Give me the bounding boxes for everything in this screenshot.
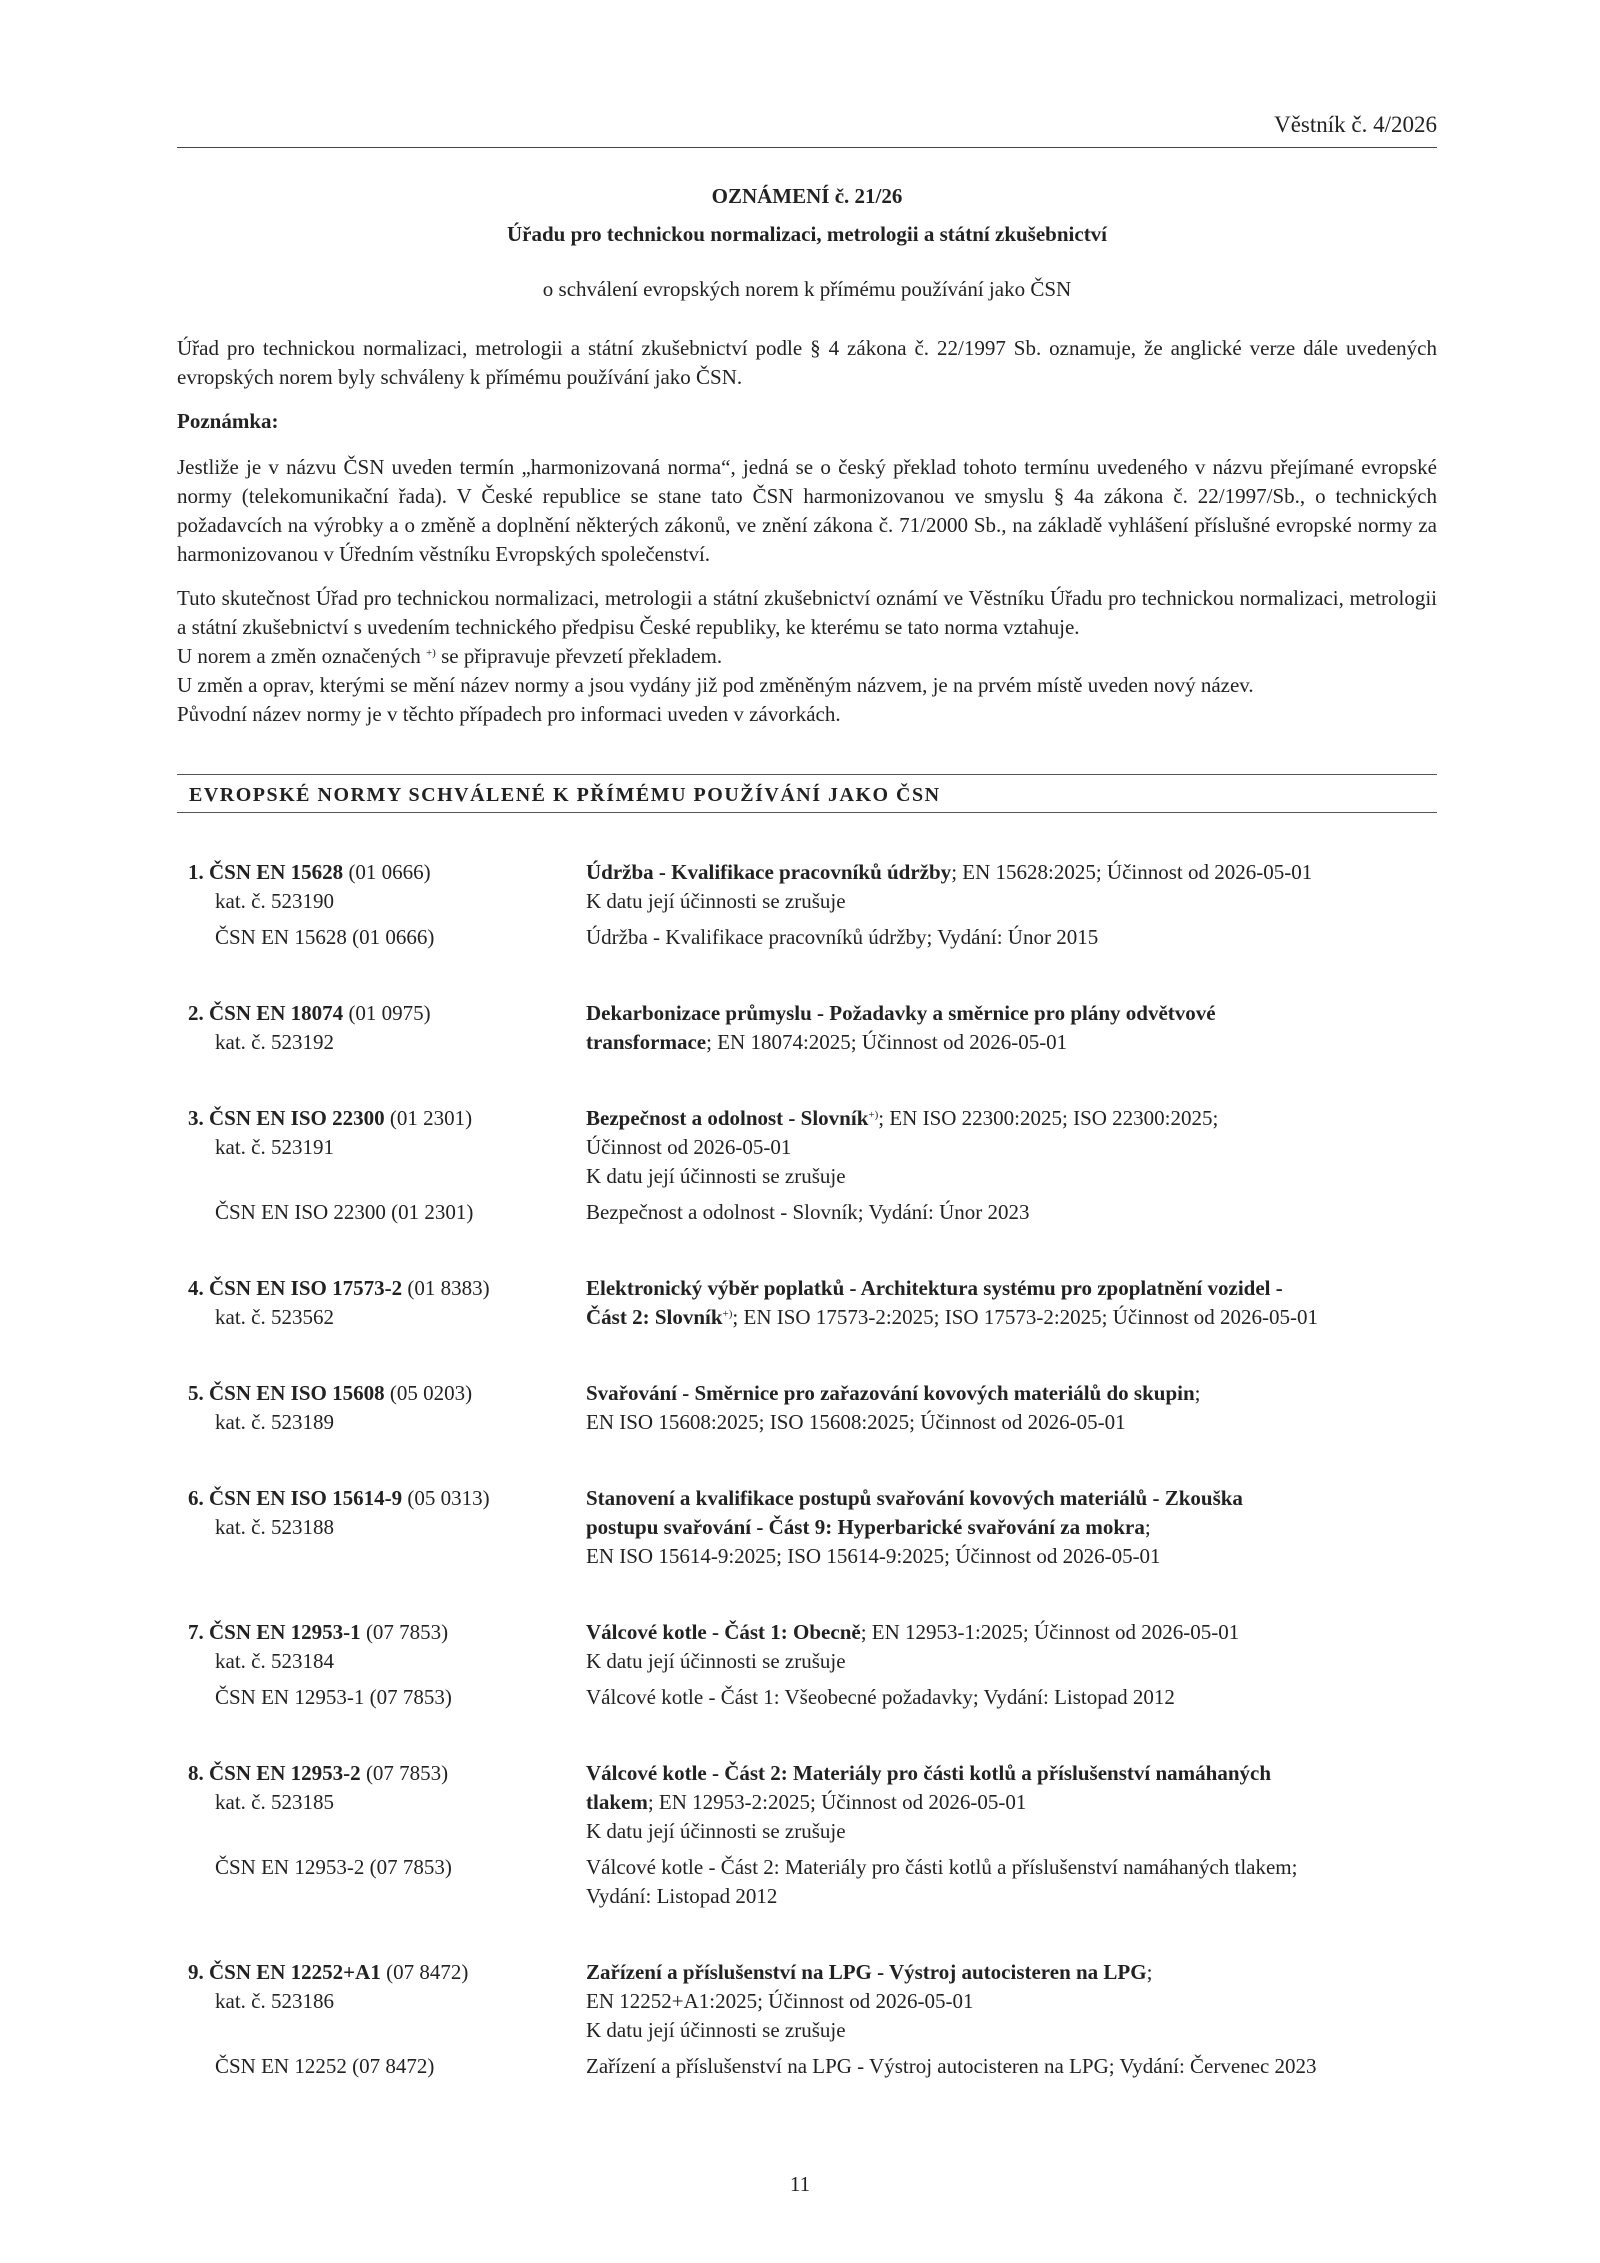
title-text: Údržba - Kvalifikace pracovníků údržby — [586, 860, 952, 884]
withdrawn-standard-code: ČSN EN 12953-2 (07 7853) — [215, 1855, 452, 1879]
withdrawn-standard-description — [586, 923, 1437, 952]
running-header — [177, 110, 1437, 148]
standard-entry — [188, 1759, 1437, 1911]
standard-code: 2. ČSN EN 18074 — [188, 1001, 344, 1025]
standard-row — [188, 999, 1437, 1057]
standard-code: 6. ČSN EN ISO 15614-9 — [188, 1486, 403, 1510]
standard-entry — [188, 1379, 1437, 1437]
standard-row — [188, 858, 1437, 916]
detail-text: ; EN 12953-2:2025; Účinnost od 2026-05-01 — [647, 1790, 1027, 1814]
standard-entry — [188, 999, 1437, 1057]
detail-text: Válcové kotle - Část 2: Materiály pro části kotlů a příslušenství namáhaných tlakem; — [586, 1855, 1298, 1879]
standard-id — [188, 1484, 586, 1571]
detail-text: EN ISO 15614-9:2025; ISO 15614-9:2025; Účinnost od 2026-05-01 — [586, 1544, 1161, 1568]
detail-text: K datu její účinnosti se zrušuje — [586, 1819, 846, 1843]
section-heading: EVROPSKÉ NORMY SCHVÁLENÉ K PŘÍMÉMU POUŽÍVÁNÍ JAKO ČSN — [177, 774, 1437, 813]
detail-text: EN 12252+A1:2025; Účinnost od 2026-05-01 — [586, 1989, 974, 2013]
detail-text: ; EN ISO 17573-2:2025; ISO 17573-2:2025; Účinnost od 2026-05-01 — [732, 1305, 1319, 1329]
text-line — [586, 1817, 1437, 1846]
standard-id — [188, 1759, 586, 1846]
catalog-number: kat. č. 523190 — [215, 889, 334, 913]
text-line — [586, 2016, 1437, 2045]
withdrawn-standard-description — [586, 1683, 1437, 1712]
text-line — [586, 1028, 1437, 1057]
info-text-b-pre: U norem a změn označených — [177, 644, 426, 668]
classification-code: (01 0666) — [343, 860, 431, 884]
standard-row — [188, 1618, 1437, 1676]
standard-code-line — [188, 858, 586, 887]
classification-code: (07 8472) — [380, 1960, 469, 1984]
withdrawn-standard-row — [188, 923, 1437, 952]
standard-description — [586, 999, 1437, 1057]
journal-issue: Věstník č. 4/2026 — [1274, 112, 1437, 137]
standard-code: 8. ČSN EN 12953-2 — [188, 1761, 361, 1785]
detail-text: Válcové kotle - Část 1: Všeobecné požadavky; Vydání: Listopad 2012 — [586, 1685, 1175, 1709]
standard-row — [188, 1104, 1437, 1191]
text-line — [586, 1303, 1437, 1332]
text-line — [586, 887, 1437, 916]
standard-code: 1. ČSN EN 15628 — [188, 860, 344, 884]
classification-code: (07 7853) — [360, 1761, 449, 1785]
withdrawn-standard-row — [188, 2052, 1437, 2081]
withdrawn-standard-row — [188, 1198, 1437, 1227]
catalog-number: kat. č. 523562 — [215, 1305, 334, 1329]
withdrawn-standard-row — [188, 1683, 1437, 1712]
text-line — [586, 1618, 1437, 1647]
classification-code: (07 7853) — [360, 1620, 449, 1644]
standard-row — [188, 1759, 1437, 1846]
standard-code: 9. ČSN EN 12252+A1 — [188, 1960, 381, 1984]
withdrawn-standard-description — [586, 1198, 1437, 1227]
classification-code: (05 0313) — [402, 1486, 490, 1510]
catalog-number: kat. č. 523186 — [215, 1989, 334, 2013]
text-line — [586, 1198, 1437, 1227]
standard-code: 4. ČSN EN ISO 17573-2 — [188, 1276, 403, 1300]
catalog-number: kat. č. 523188 — [215, 1515, 334, 1539]
standard-id — [188, 1274, 586, 1332]
detail-text: ; — [1144, 1515, 1151, 1539]
title-text: tlakem — [586, 1790, 648, 1814]
standard-code-line — [188, 1759, 586, 1788]
classification-code: (01 0975) — [343, 1001, 431, 1025]
info-text-a: Tuto skutečnost Úřad pro technickou normalizaci, metrologii a státní zkušebnictví oznámí ve Věstníku Úřadu pro technickou normalizaci, metrologii a státní zkušebnictví s uvedením technického předpisu České republiky, ke kterému se tato norma vztahuje. — [177, 586, 1437, 639]
catalog-number: kat. č. 523192 — [215, 1030, 334, 1054]
intro-paragraph: Úřad pro technickou normalizaci, metrologii a státní zkušebnictví podle § 4 zákona č. 22/1997 Sb. oznamuje, že anglické verze dále uvedených evropských norem byly schváleny k přímému používání jako ČSN. — [177, 336, 1437, 389]
text-line — [586, 858, 1437, 887]
text-line — [586, 1513, 1437, 1542]
title-text: postupu svařování - Část 9: Hyperbarické svařování za mokra — [586, 1515, 1145, 1539]
catalog-number: kat. č. 523191 — [215, 1135, 334, 1159]
standard-id — [188, 858, 586, 916]
catalog-number: kat. č. 523184 — [215, 1649, 334, 1673]
withdrawn-standard-code: ČSN EN 12252 (07 8472) — [215, 2054, 435, 2078]
standard-code: 7. ČSN EN 12953-1 — [188, 1620, 361, 1644]
standard-description — [586, 858, 1437, 916]
text-line — [586, 923, 1437, 952]
info-paragraph — [177, 584, 1437, 729]
standard-entry — [188, 1104, 1437, 1227]
text-line — [586, 1104, 1437, 1133]
title-text: Zařízení a příslušenství na LPG - Výstroj autocisteren na LPG — [586, 1960, 1147, 1984]
text-line — [586, 1274, 1437, 1303]
info-text-b-post: se připravuje převzetí překladem. — [435, 644, 723, 668]
text-line — [586, 1987, 1437, 2016]
standard-id — [188, 1104, 586, 1191]
detail-text: Účinnost od 2026-05-01 — [586, 1135, 792, 1159]
withdrawn-standard-row — [188, 1853, 1437, 1911]
detail-text: K datu její účinnosti se zrušuje — [586, 889, 846, 913]
text-line — [586, 1788, 1437, 1817]
info-text-c: U změn a oprav, kterými se mění název normy a jsou vydány již pod změněným názvem, je na prvém místě uveden nový název. — [177, 673, 1254, 697]
classification-code: (01 8383) — [402, 1276, 490, 1300]
page-number: 11 — [789, 2172, 811, 2196]
title-text: Část 2: Slovník — [586, 1305, 723, 1329]
standard-row — [188, 1958, 1437, 2045]
text-line — [586, 1882, 1437, 1911]
note-label: Poznámka: — [177, 409, 279, 433]
catalog-number: kat. č. 523189 — [215, 1410, 334, 1434]
announcement-body — [177, 334, 1437, 729]
text-line — [586, 999, 1437, 1028]
translation-mark: +) — [868, 1109, 879, 1121]
translation-mark: +) — [425, 647, 436, 659]
detail-text: K datu její účinnosti se zrušuje — [586, 2018, 846, 2042]
standard-code-line — [188, 1104, 586, 1133]
standard-description — [586, 1379, 1437, 1437]
detail-text: Bezpečnost a odolnost - Slovník; Vydání: Únor 2023 — [586, 1200, 1030, 1224]
detail-text: ; — [1194, 1381, 1201, 1405]
announcement-subject: o schválení evropských norem k přímému používání jako ČSN — [542, 277, 1072, 301]
classification-code: (05 0203) — [384, 1381, 473, 1405]
title-text: Dekarbonizace průmyslu - Požadavky a směrnice pro plány odvětvové — [586, 1001, 1216, 1025]
info-text-d: Původní název normy je v těchto případech pro informaci uveden v závorkách. — [177, 702, 841, 726]
text-line — [586, 1683, 1437, 1712]
standard-code: 3. ČSN EN ISO 22300 — [188, 1106, 385, 1130]
standard-entry — [188, 858, 1437, 952]
standard-id — [188, 1618, 586, 1676]
title-text: Bezpečnost a odolnost - Slovník — [586, 1106, 869, 1130]
standards-list — [188, 858, 1437, 2128]
standard-code-line — [188, 1618, 586, 1647]
title-text: Válcové kotle - Část 2: Materiály pro části kotlů a příslušenství namáhaných — [586, 1761, 1272, 1785]
detail-text: K datu její účinnosti se zrušuje — [586, 1649, 846, 1673]
detail-text: Zařízení a příslušenství na LPG - Výstroj autocisteren na LPG; Vydání: Červenec 2023 — [586, 2054, 1317, 2078]
standard-id — [188, 1379, 586, 1437]
standard-entry — [188, 1958, 1437, 2081]
standard-code-line — [188, 1274, 586, 1303]
standard-row — [188, 1484, 1437, 1571]
standard-description — [586, 1274, 1437, 1332]
title-text: Svařování - Směrnice pro zařazování kovových materiálů do skupin — [586, 1381, 1195, 1405]
text-line — [586, 1408, 1437, 1437]
announcement-number: OZNÁMENÍ č. 21/26 — [711, 184, 903, 208]
standard-entry — [188, 1274, 1437, 1332]
classification-code: (01 2301) — [384, 1106, 473, 1130]
standard-row — [188, 1379, 1437, 1437]
standard-description — [586, 1958, 1437, 2045]
title-text: transformace — [586, 1030, 707, 1054]
withdrawn-standard-description — [586, 2052, 1437, 2081]
withdrawn-standard-description — [586, 1853, 1437, 1911]
detail-text: Údržba - Kvalifikace pracovníků údržby; Vydání: Únor 2015 — [586, 925, 1099, 949]
announcement-title-block — [177, 177, 1437, 304]
text-line — [586, 2052, 1437, 2081]
detail-text: K datu její účinnosti se zrušuje — [586, 1164, 846, 1188]
standard-code: 5. ČSN EN ISO 15608 — [188, 1381, 385, 1405]
title-text: Válcové kotle - Část 1: Obecně — [586, 1620, 861, 1644]
standard-description — [586, 1618, 1437, 1676]
text-line — [586, 1379, 1437, 1408]
detail-text: EN ISO 15608:2025; ISO 15608:2025; Účinnost od 2026-05-01 — [586, 1410, 1126, 1434]
standard-entry — [188, 1484, 1437, 1571]
detail-text: Vydání: Listopad 2012 — [586, 1884, 778, 1908]
standard-code-line — [188, 1958, 586, 1987]
text-line — [586, 1542, 1437, 1571]
catalog-number: kat. č. 523185 — [215, 1790, 334, 1814]
withdrawn-standard-code: ČSN EN 12953-1 (07 7853) — [215, 1685, 452, 1709]
standard-code-line — [188, 1379, 586, 1408]
withdrawn-standard-code: ČSN EN ISO 22300 (01 2301) — [215, 1200, 474, 1224]
detail-text: ; EN 18074:2025; Účinnost od 2026-05-01 — [706, 1030, 1068, 1054]
text-line — [586, 1162, 1437, 1191]
title-text: Stanovení a kvalifikace postupů svařování kovových materiálů - Zkouška — [586, 1486, 1243, 1510]
standard-entry — [188, 1618, 1437, 1712]
text-line — [586, 1484, 1437, 1513]
detail-text: ; — [1146, 1960, 1153, 1984]
standard-row — [188, 1274, 1437, 1332]
detail-text: ; EN 12953-1:2025; Účinnost od 2026-05-01 — [860, 1620, 1240, 1644]
text-line — [586, 1133, 1437, 1162]
text-line — [586, 1759, 1437, 1788]
withdrawn-standard-code: ČSN EN 15628 (01 0666) — [215, 925, 435, 949]
detail-text: ; EN ISO 22300:2025; ISO 22300:2025; — [878, 1106, 1219, 1130]
standard-description — [586, 1484, 1437, 1571]
issuing-office: Úřadu pro technickou normalizaci, metrologii a státní zkušebnictví — [506, 222, 1108, 246]
standard-code-line — [188, 999, 586, 1028]
translation-mark: +) — [722, 1308, 733, 1320]
standard-code-line — [188, 1484, 586, 1513]
standard-id — [188, 999, 586, 1057]
text-line — [586, 1647, 1437, 1676]
standard-description — [586, 1104, 1437, 1191]
detail-text: ; EN 15628:2025; Účinnost od 2026-05-01 — [951, 860, 1313, 884]
standard-description — [586, 1759, 1437, 1846]
title-text: Elektronický výběr poplatků - Architektura systému pro zpoplatnění vozidel - — [586, 1276, 1283, 1300]
note-paragraph: Jestliže je v názvu ČSN uveden termín „harmonizovaná norma“, jedná se o český překlad tohoto termínu uvedeného v názvu přejímané evropské normy (telekomunikační řada). V České republice se stane tato ČSN harmonizovanou ve smyslu § 4a zákona č. 22/1997/Sb., o technických požadavcích na výrobky a o změně a doplnění některých zákonů, ve znění zákona č. 71/2000 Sb., na základě vyhlášení příslušné evropské normy za harmonizovanou v Úředním věstníku Evropských společenství. — [177, 455, 1437, 566]
standard-id — [188, 1958, 586, 2045]
text-line — [586, 1958, 1437, 1987]
text-line — [586, 1853, 1437, 1882]
